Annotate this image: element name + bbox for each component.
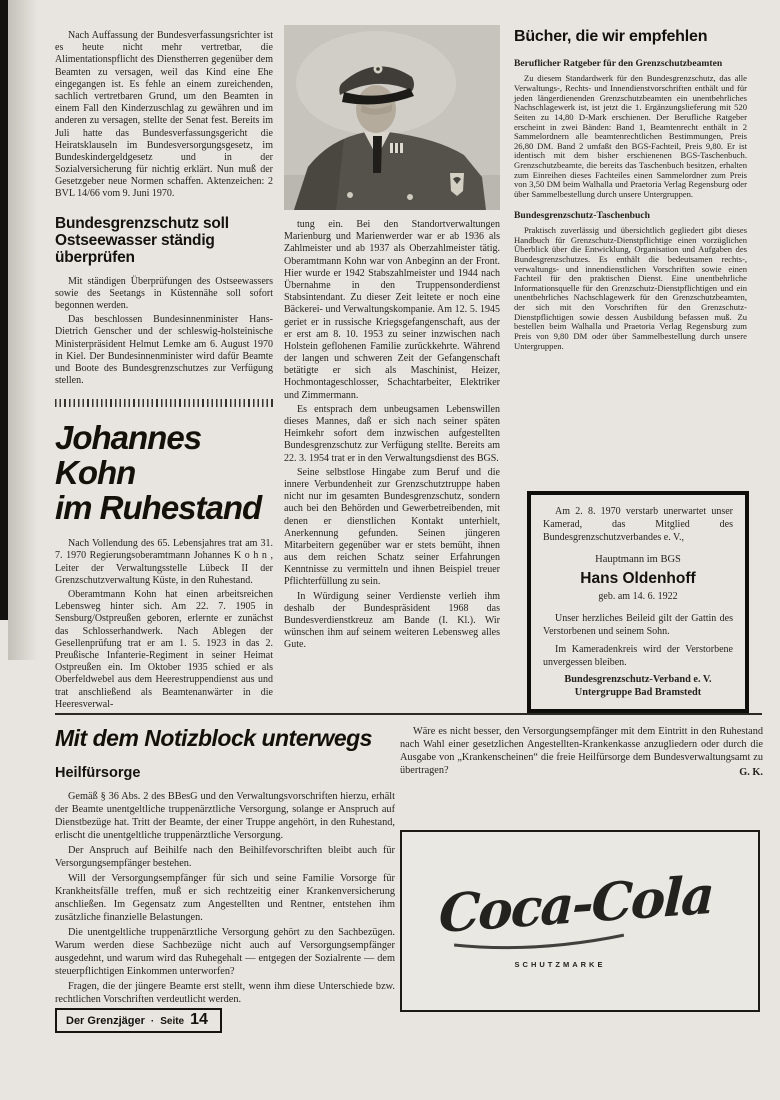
obituary-remembrance: Im Kameradenkreis wird der Verstorbene unvergessen bleiben.: [543, 643, 733, 668]
book-section-body-1: Zu diesem Standardwerk für den Bundesgrenzschutz, das alle Verwaltungs-, Rechts- und Innendienstvorschriften enthält und für jeden längerdienenden Grenzschutzbeamten ein unentbehrliches Nachschlagewerk ist, ist jetzt die 1. Ergänzungslieferung mit 520 Seiten zu 14,80 D-Mark erschienen. Der Berufliche Ratgeber erscheint in zwei Bänden: Band 1, Beamtenrecht enthält in 2 Sammelordnern alle beamtenrechtlichen Bestimmungen, Preis 26,80 DM. Band 2 umfaßt den BGS-Fachteil, Preis 9,80. Er ist identisch mit dem bisher erschienenen BGS-Taschenbuch. Grenzschutzbeamte, die bereits das Taschenbuch besitzen, erhalten zum Einreihen dieses Fachteiles einen Sammelordner zum Preis von 3,50 DM beim Walhalla und Praetoria Verlag Regensburg oder über Sammelbestellung durch unsere Untergruppen.: [514, 73, 747, 199]
scan-shadow: [8, 0, 38, 660]
bottom-left-column: [55, 724, 395, 1009]
sea-paragraph-2: Das beschlossen Bundesinnenminister Hans-Dietrich Genscher und der schleswig-holsteinische Ministerpräsident Helmut Lemke am 6. August 1970 in Kiel. Der Bundesinnenminister wird dafür Beamte und Boote des Bundesgrenzschutzes zur Verfügung stellen.: [55, 314, 273, 387]
sea-section-heading: Bundesgrenzschutz soll Ostseewasser ständig überprüfen: [55, 214, 229, 267]
svg-text:Coca-Cola: Coca-Cola: [437, 864, 714, 946]
book-section-title-1: Beruflicher Ratgeber für den Grenzschutzbeamten: [514, 57, 723, 69]
notizblock-headline: Mit dem Notizblock unterwegs: [55, 725, 372, 751]
heil-paragraph-3: Will der Versorgungsempfänger für sich und seine Familie Vorsorge für Krankheitsfälle treffen, muß er sich rechtzeitig einer Krankenversicherung anschließen. Im Gegensatz zum Angestellten und Rentner, entstehen ihm zusätzliche finanzielle Belastungen.: [55, 873, 395, 923]
column-middle: [284, 25, 500, 654]
heil-paragraph-4: Die unentgeltliche truppenärztliche Versorgung gehört zu den Sachbezügen. Warum werden diese Sachbezüge nicht auch auf Versorgungsempfänger ausgedehnt, und warum wird das Ruhegehalt — entgegen der Sozialrente — dem steuerpflichtigen Einkommen unterworfen?: [55, 926, 395, 977]
headline-line-1: Johannes Kohn: [55, 419, 202, 492]
obituary-intro: Am 2. 8. 1970 verstarb unerwartet unser Kamerad, das Mitglied des Bundesgrenzschutzverbandes e. V.,: [543, 506, 733, 543]
obituary-signature: [543, 674, 733, 700]
kohn-paragraph-4: Es entsprach dem unbeugsamen Lebenswillen dieses Mannes, daß er sich nach seiner späten Heimkehr sofort dem inzwischen aufgestellten Bundesgrenzschutz zur Verfügung stellte. Bereits am 22. 3. 1954 trat er in den Verwaltungsdienst des BGS.: [284, 403, 500, 464]
books-heading: Bücher, die wir empfehlen: [514, 28, 708, 45]
kohn-paragraph-2: Oberamtmann Kohn hat einen arbeitsreichen Lebensweg hinter sich. Am 22. 7. 1905 in Sensburg/Ostpreußen geboren, erlernte er zunächst das Schlosserhandwerk. Nach Ablegen der Gesellenprüfung trat er am 1. 5. 1923 in das 2. Preußische Infanterie-Regiment in seiner Heimat Ostpreußen ein. Im Oktober 1935 schied er als Oberfeldwebel aus dem Heerestruppendienst aus und trat anschließend als Beamtenanwärter in die Heeresverwal-: [55, 589, 273, 710]
obituary-rank: Hauptmann im BGS: [595, 554, 681, 565]
obituary-condolence: Unser herzliches Beileid gilt der Gattin des Verstorbenen und seinem Sohn.: [543, 612, 733, 637]
kohn-paragraph-6: In Würdigung seiner Verdienste verlieh ihm deshalb der Bundespräsident 1968 das Bundesverdienstkreuz am Bande (I. Kl.). Wir wünschen ihm auf seinem weiteren Lebensweg alles Gute.: [284, 590, 500, 651]
footer-separator: ·: [150, 1016, 155, 1027]
obituary-birthdate: geb. am 14. 6. 1922: [598, 590, 678, 602]
dotted-divider: [55, 399, 273, 407]
kohn-article-headline: [55, 421, 273, 526]
left-edge-bar: [0, 0, 8, 620]
obituary-signature-line-2: Untergruppe Bad Bramstedt: [574, 686, 702, 698]
page-number: 14: [190, 1011, 208, 1028]
heil-paragraph-2: Der Anspruch auf Beihilfe nach den Beihilfevorschriften bleibt auch für Versorgungsempfänger bestehen.: [55, 845, 395, 870]
heil-question-paragraph: Wäre es nicht besser, den Versorgungsempfänger mit dem Eintritt in den Ruhestand nach Wahl einer gesetzlichen Angestellten-Krankenkasse anzugliedern oder durch die Ausgabe von „Krankenscheinen“ die freie Heilfürsorge dem Bundesverwaltungsamt zu übertragen?: [400, 726, 763, 776]
sea-paragraph-1: Mit ständigen Überprüfungen des Ostseewassers sowie des Seetangs in Küstennähe soll sofort begonnen werden.: [55, 275, 273, 312]
publication-name: Der Grenzjäger: [66, 1015, 145, 1027]
obituary-box: [527, 491, 749, 713]
obituary-name: Hans Oldenhoff: [580, 569, 696, 587]
heil-paragraph-5: Fragen, die der jüngere Beamte erst stellt, wenn ihm diese Unterschiede bzw. rechtlichen Vorschriften verdeutlicht werden.: [55, 980, 395, 1005]
footer-box: [55, 1008, 222, 1033]
book-section-body-2: Praktisch zuverlässig und übersichtlich gegliedert gibt dieses Handbuch für Grenzschutz-Dienstpflichtige einen vorzüglichen Überblick über die Entwicklung, Organisation und Aufgaben des Bundesgrenzschutzes. Es enthält die bedeutsamen rechts-, verwaltungs- und innendienstlichen Vorschriften sowie einen Fachteil für den praktischen Dienst. Eine unentbehrliche Informationsquelle für den Grenzschutz-Dienstpflichtigen und ein unentbehrliches Nachschlagewerk für den Grenzschutzbeamten, der sich mit den Vorschriften für den Grenzschutz-Dienstpflichtigen sowie dessen Ausbildung befassen muß. Zu bestellen beim Walhalla und Praetoria Verlag Regensburg zum Preis von 9,80 DM oder über Sammelbestellung durch unsere Untergruppen.: [514, 225, 747, 351]
bottom-right-column: [400, 726, 763, 780]
column-left: [55, 30, 273, 713]
kohn-paragraph-5: Seine selbstlose Hingabe zum Beruf und die innere Verbundenheit zur Grenzschutztruppe haben nicht nur im gesamten Bundesgrenzschutz, sondern auch bei den Behörden und Gewerbetreibenden, mit denen er dienstlichen Kontakt unterhielt, Anerkennung gefunden. Seinen jüngeren Mitarbeitern gegenüber war er stets bemüht, ihnen aus dem reichen Schatz seiner Erfahrungen Kenntnisse zu vermitteln und ihnen Beispiel treuer Pflichterfüllung zu sein.: [284, 466, 500, 588]
byline: G. K.: [739, 766, 763, 778]
heilfuersorge-heading: Heilfürsorge: [55, 764, 141, 781]
kohn-paragraph-1: Nach Vollendung des 65. Lebensjahres trat am 31. 7. 1970 Regierungsoberamtmann Johannes K o h n , Leiter der Verwaltungsstelle Lübeck II der Grenzschutzverwaltung Küste, in den Ruhestand.: [55, 538, 273, 586]
court-paragraph: Nach Auffassung der Bundesverfassungsrichter ist es heute nicht mehr vertretbar, die Alimentationspflicht des Dienstherren gegenüber dem Beamten zu versagen, weil das Kind eine Ehe eingegangen ist. Es fehle an einem zureichenden, sachlich vertretbaren Grund, um den Beamten in einem Fall den Kinderzuschlag zu gewähren und im anderen zu versagen, stellte der Senat fest. Bereits im Juli hatte das Bundesverfassungsgericht die Heiratsklauseln im Bundesversorgungsgesetz, im Bundeskindergeldgesetz und in der Sozialversicherung für nichtig erklärt. Nun muß der Gesetzgeber neue Normen schaffen. Aktenzeichen: 2 BVL 14/66 vom 9. Juni 1970.: [55, 30, 273, 200]
cocacola-ad: [400, 830, 760, 1012]
coca-cola-logo: [412, 850, 752, 960]
kohn-paragraph-3: tung ein. Bei den Standortverwaltungen Marienburg und Marienwerder war er ab 1936 als Zahlmeister und ab 1937 als Oberzahlmeister tätig. Oberamtmann Kohn war von Anbeginn an der Front. Hier wurde er 1942 Stabszahlmeister und 1944 nach Übernahme in den Truppensonderdienst Stabsintendant. Zu dieser Zeit leitete er noch eine Bäckerei- und Verwaltungskompanie. Am 12. 5. 1945 geriet er in russische Kriegsgefangenschaft, aus der er erst am 8. 10. 1953 zu seiner inzwischen nach Holstein geflohenen Familie zurückkehrte. Während der langen und schweren Zeit der Gefangenschaft betätigte er sich als Maschinist, Heizer, Hochmontageschlosser, Schachtarbeiter, Elektriker und Zimmermann.: [284, 219, 500, 401]
obituary-signature-line-1: Bundesgrenzschutz-Verband e. V.: [564, 673, 712, 685]
portrait-photo: [284, 25, 500, 210]
book-section-title-2: Bundesgrenzschutz-Taschenbuch: [514, 209, 650, 221]
heil-paragraph-1: Gemäß § 36 Abs. 2 des BBesG und den Verwaltungsvorschriften hierzu, erhält der Beamte unentgeltliche truppenärztliche Versorgung, solange er Anspruch auf Dienstbezüge hat. Tritt der Beamte, der einer Truppe angehört, in den Ruhestand, erlischt die unentgeltliche truppenärztliche Versorgung.: [55, 791, 395, 842]
schutzmarke-label: SCHUTZMARKE: [514, 960, 606, 969]
page-label: Seite: [160, 1016, 185, 1027]
section-rule: [55, 713, 762, 715]
column-right: [514, 28, 747, 351]
headline-line-2: im Ruhestand: [55, 489, 262, 527]
